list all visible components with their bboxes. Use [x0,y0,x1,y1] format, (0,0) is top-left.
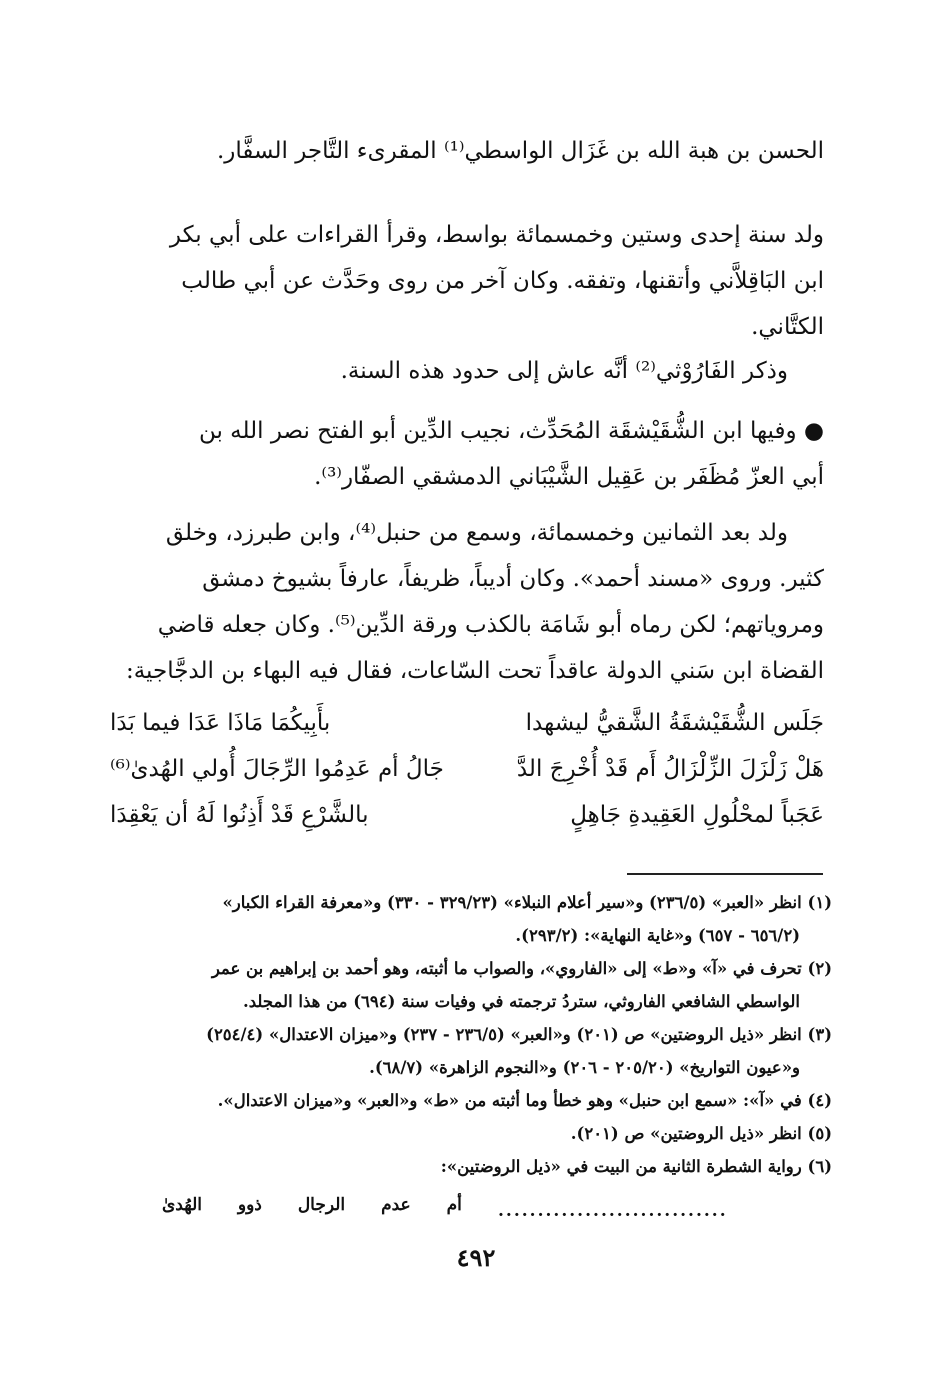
entry-heading [118,128,824,174]
footnote [120,1150,832,1183]
verse-first-hemistich: عَجَباً لمحْلُولِ العَقِيدةِ جَاهِلٍ [570,802,824,828]
variant-word: عدم [381,1195,411,1215]
footnotes [120,886,832,1183]
paragraph-faruthi [118,348,824,394]
text-line: ● وفيها ابن الشُّقَيْشقَة المُحَدِّث، نجيب الدِّين أبو الفتح نصر الله بن [118,408,824,454]
text-line: وذكر الفَارُوْثي⁽²⁾ أنَّه عاش إلى حدود هذه السنة. [340,358,788,384]
verse-first-hemistich: هَلْ زَلْزَلَ الزِّلْزَالُ أَم قَدْ أُخْرِجَ الدَّ [516,756,824,782]
variant-word: الهُدىٰ [162,1195,202,1215]
text-line: ولد بعد الثمانين وخمسمائة، وسمع من حنبل⁽⁴⁾، وابن طبرزد، وخلق [165,520,788,546]
heading-line: الحسن بن هبة الله بن غَزَال الواسطي⁽¹⁾ المقرىء التَّاجر السفَّار. [216,138,824,164]
footnote [120,1084,832,1117]
footnote [120,1018,832,1084]
footnote-number: (٢) [807,959,832,978]
text-line: كثير. وروى «مسند أحمد». وكان أديباً، ظريفاً، عارفاً بشيوخ دمشق [202,566,824,592]
footnote-number: (٤) [807,1091,832,1110]
paragraph-birth [118,212,824,350]
verse-first-hemistich: جَلَس الشُّقَيْشقَةُ الشَّقيُّ ليشهدا [525,710,824,736]
footnote [120,886,832,952]
footnote-continuation: (٦٥٦/٢ - ٦٥٧) و«غاية النهاية»: (٢٩٣/٢). [515,926,800,945]
variant-word: أم [446,1195,462,1215]
variant-ellipsis: ............................. [498,1201,728,1221]
footnote [120,952,832,1018]
text-line: ومروياتهم؛ لكن رماه أبو شَامَة بالكذب ورقة الدِّين⁽⁵⁾. وكان جعله قاضي [157,612,824,638]
variant-word: الرجال [297,1195,346,1215]
text-line: القضاة ابن سَني الدولة عاقداً تحت السّاعات، فقال فيه البهاء بن الدجَّاجية: [125,658,824,684]
footnote-number: (٥) [807,1124,832,1143]
paragraph-entry-shuqayshiqa [118,408,824,500]
variant-word: ذوو [237,1195,262,1215]
footnote-divider [627,873,823,875]
variant-words [132,1195,462,1215]
footnote-text: رواية الشطرة الثانية من البيت في «ذيل الروضتين»: [440,1157,802,1176]
poem-verse [110,700,824,746]
footnote-text: انظر «ذيل الروضتين» ص (٢٠١). [570,1124,802,1143]
text-line: الكتَّاني. [751,314,824,340]
footnote-continuation: الواسطي الشافعي الفاروثي، ستردُ ترجمته في وفيات سنة (٦٩٤) من هذا المجلد. [242,992,800,1011]
footnote-text: انظر «ذيل الروضتين» ص (٢٠١) و«العبر» (٢٣٦/٥ - ٢٣٧) و«ميزان الاعتدال» (٢٥٤/٤) [206,1025,802,1044]
poem [110,700,824,838]
verse-second-hemistich: جَالُ أم عَدِمُوا الرِّجَالَ أُولي الهُدىٰ⁽⁶⁾ [110,756,444,782]
verse-second-hemistich: بالشَّرْعِ قَدْ أَذِنُوا لَهُ أن يَعْقِدَا [110,802,369,828]
text-line: أبي العزّ مُظَفَر بن عَقِيل الشَّيْبَاني الدمشقي الصفّار⁽³⁾. [314,464,824,490]
footnote-text: في «آ»: «سمع ابن حنبل» وهو خطأ وما أثبته من «ط» و«العبر» و«ميزان الاعتدال». [217,1091,802,1110]
footnote [120,1117,832,1150]
footnote-number: (٦) [807,1157,832,1176]
verse-second-hemistich: بأَبِيكُمَا مَاذَا عَدَا فيما بَدَا [110,710,331,736]
footnote-text: تحرف في «آ» و«ط» إلى «الفاروي»، والصواب ما أثبته، وهو أحمد بن إبراهيم بن عمر [211,959,802,978]
paragraph-biography [118,510,824,694]
footnote-continuation: و«عيون التواريخ» (٢٠٥/٢٠ - ٢٠٦) و«النجوم الزاهرة» (٦٨/٧). [369,1058,800,1077]
text-line: ابن البَاقِلاَّني وأتقنها، وتفقه. وكان آخر من روى وحَدَّث عن أبي طالب [181,268,824,294]
text-line: ولد سنة إحدى وستين وخمسمائة بواسط، وقرأ القراءات على أبي بكر [169,222,824,248]
footnote-number: (١) [807,893,832,912]
footnote-text: انظر «العبر» (٢٣٦/٥) و«سير أعلام النبلاء» (٣٢٩/٢٣ - ٣٣٠) و«معرفة القراء الكبار» [222,893,802,912]
footnote-number: (٣) [807,1025,832,1044]
page-number: ٤٩٢ [456,1243,496,1272]
poem-verse [110,792,824,838]
poem-verse [110,746,824,792]
